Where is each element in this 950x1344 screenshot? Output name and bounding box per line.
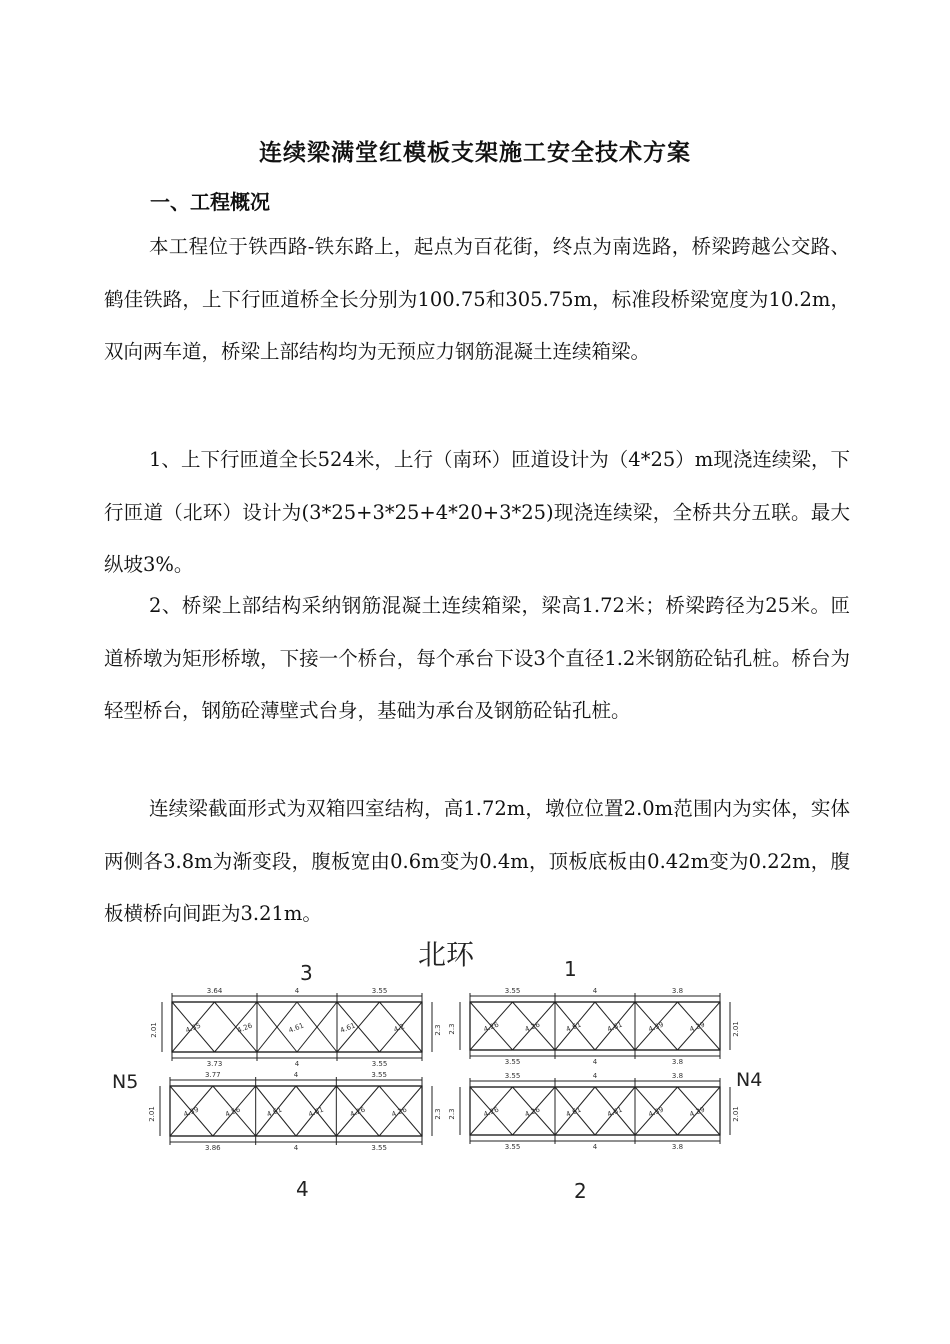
panel-outline (170, 1086, 422, 1136)
paragraph-section-form: 连续梁截面形式为双箱四室结构，高1.72m，墩位位置2.0m范围内为实体，实体两侧各3.8m为渐变段，腹板宽由0.6m变为0.4m，顶板底板由0.42m变为0.22m，腹板横桥向间距为3.21m。 (104, 797, 850, 925)
right-height-text: 2.3 (434, 1108, 442, 1120)
document-title: 连续梁满堂红模板支架施工安全技术方案 (259, 140, 691, 166)
bottom-dimension-text: 3.86 (205, 1144, 221, 1152)
paragraph-overview: 本工程位于铁西路-铁东路上，起点为百花街，终点为南选路，桥梁跨越公交路、鹤佳铁路，上下行匝道桥全长分别为100.75和305.75m，标准段桥梁宽度为10.2m，双向两车道，桥梁上部结构均为无预应力钢筋混凝土连续箱梁。 (104, 235, 850, 363)
top-dimension-text: 4 (592, 987, 598, 995)
right-height-text: 2.01 (732, 1021, 740, 1037)
bracing-panel-1 (448, 957, 740, 1066)
top-dimension-text: 4 (294, 987, 300, 995)
bottom-dimension-text: 4 (592, 1143, 598, 1151)
top-dimension-text: 4 (592, 1072, 598, 1080)
top-dimension-text: 3.55 (504, 987, 521, 995)
section-heading: 一、工程概况 (150, 190, 270, 214)
diagonal-dimension-text: 4.61 (606, 1020, 624, 1034)
top-dimension-text: 3.77 (205, 1071, 221, 1079)
diagonal-dimension-text: 4.39 (647, 1020, 665, 1034)
panel-label: 1 (564, 957, 577, 981)
diagonal-dimension-text: 4.35 (184, 1021, 202, 1035)
bracing-panels (112, 957, 762, 1203)
bottom-dimension-text: 3.8 (671, 1143, 684, 1151)
bracing-plan-drawing (100, 930, 800, 1220)
left-height-text: 2.01 (148, 1106, 156, 1122)
top-dimension-text: 4 (293, 1071, 299, 1079)
diagonal-dimension-text: 4.26 (523, 1105, 542, 1119)
diagonal-dimension-text: 4.61 (265, 1105, 284, 1119)
diagonal-dimension-text: 4.61 (564, 1105, 583, 1119)
paragraph-item-1: 1、上下行匝道全长524米，上行（南环）匝道设计为（4*25）m现浇连续梁，下行匝道（北环）设计为(3*25+3*25+4*20+3*25)现浇连续梁，全桥共分五联。最大纵坡3%。 (104, 448, 850, 576)
diagonal-dimension-text: 4.26 (390, 1105, 408, 1119)
top-dimension-text: 3.8 (671, 1072, 684, 1080)
bottom-dimension-text: 4 (293, 1144, 299, 1152)
diagonal-dimension-text: 4.61 (287, 1021, 305, 1035)
paragraph-item-2: 2、桥梁上部结构采纳钢筋混凝土连续箱梁，梁高1.72米；桥梁跨径为25米。匝道桥墩为矩形桥墩，下接一个桥台，每个承台下设3个直径1.2米钢筋砼钻孔桩。桥台为轻型桥台，钢筋砼薄壁式台身，基础为承台及钢筋砼钻孔桩。 (104, 594, 850, 722)
left-height-text: 2.01 (150, 1022, 158, 1038)
top-dimension-text: 3.64 (206, 987, 223, 995)
bracing-panel-4 (112, 1071, 442, 1201)
diagonal-dimension-text: 4.61 (307, 1105, 325, 1119)
diagonal-dimension-text: 4.39 (688, 1105, 706, 1119)
left-height-text: 2.3 (448, 1023, 456, 1035)
top-dimension-text: 3.55 (371, 1071, 387, 1079)
left-height-text: 2.3 (448, 1108, 456, 1120)
diagonal-dimension-text: 4.26 (482, 1105, 500, 1119)
panel-label: 2 (574, 1179, 587, 1203)
bottom-dimension-text: 3.55 (504, 1058, 521, 1066)
bracing-panel-3 (150, 961, 442, 1068)
bracing-panel-2 (448, 1069, 762, 1203)
diagonal-dimension-text: 4.26 (523, 1020, 542, 1034)
diagonal-dimension-text: 4.56 (224, 1105, 242, 1119)
figure-caption: 北环 (418, 938, 475, 971)
right-height-text: 2.01 (732, 1106, 740, 1122)
bottom-dimension-text: 4 (294, 1060, 300, 1068)
diagonal-dimension-text: 4.26 (348, 1105, 367, 1119)
diagonal-dimension-text: 4.2 (392, 1022, 406, 1034)
bottom-dimension-text: 3.55 (371, 1060, 388, 1068)
bottom-dimension-text: 3.73 (206, 1060, 223, 1068)
panel-label: 4 (296, 1177, 309, 1201)
right-height-text: 2.3 (434, 1024, 442, 1036)
diagonal-dimension-text: 4.26 (482, 1020, 500, 1034)
panel-outline (470, 1087, 720, 1135)
diagonal-dimension-text: 4.26 (236, 1021, 254, 1035)
panel-outline (470, 1002, 720, 1050)
top-dimension-text: 3.8 (671, 987, 684, 995)
diagonal-dimension-text: 4.61 (606, 1105, 624, 1119)
top-dimension-text: 3.55 (504, 1072, 521, 1080)
top-dimension-text: 3.55 (371, 987, 388, 995)
diagonal-dimension-text: 4.39 (647, 1105, 665, 1119)
diagonal-dimension-text: 4.39 (182, 1105, 200, 1119)
bottom-dimension-text: 3.55 (504, 1143, 521, 1151)
diagonal-dimension-text: 4.61 (339, 1021, 357, 1035)
bottom-dimension-text: 3.8 (671, 1058, 684, 1066)
diagonal-dimension-text: 4.39 (688, 1020, 706, 1034)
diagonal-dimension-text: 4.61 (564, 1020, 583, 1034)
bottom-dimension-text: 4 (592, 1058, 598, 1066)
panel-label: 3 (300, 961, 313, 985)
bottom-dimension-text: 3.55 (371, 1144, 387, 1152)
pier-label: N4 (736, 1069, 763, 1091)
pier-label: N5 (112, 1071, 139, 1093)
